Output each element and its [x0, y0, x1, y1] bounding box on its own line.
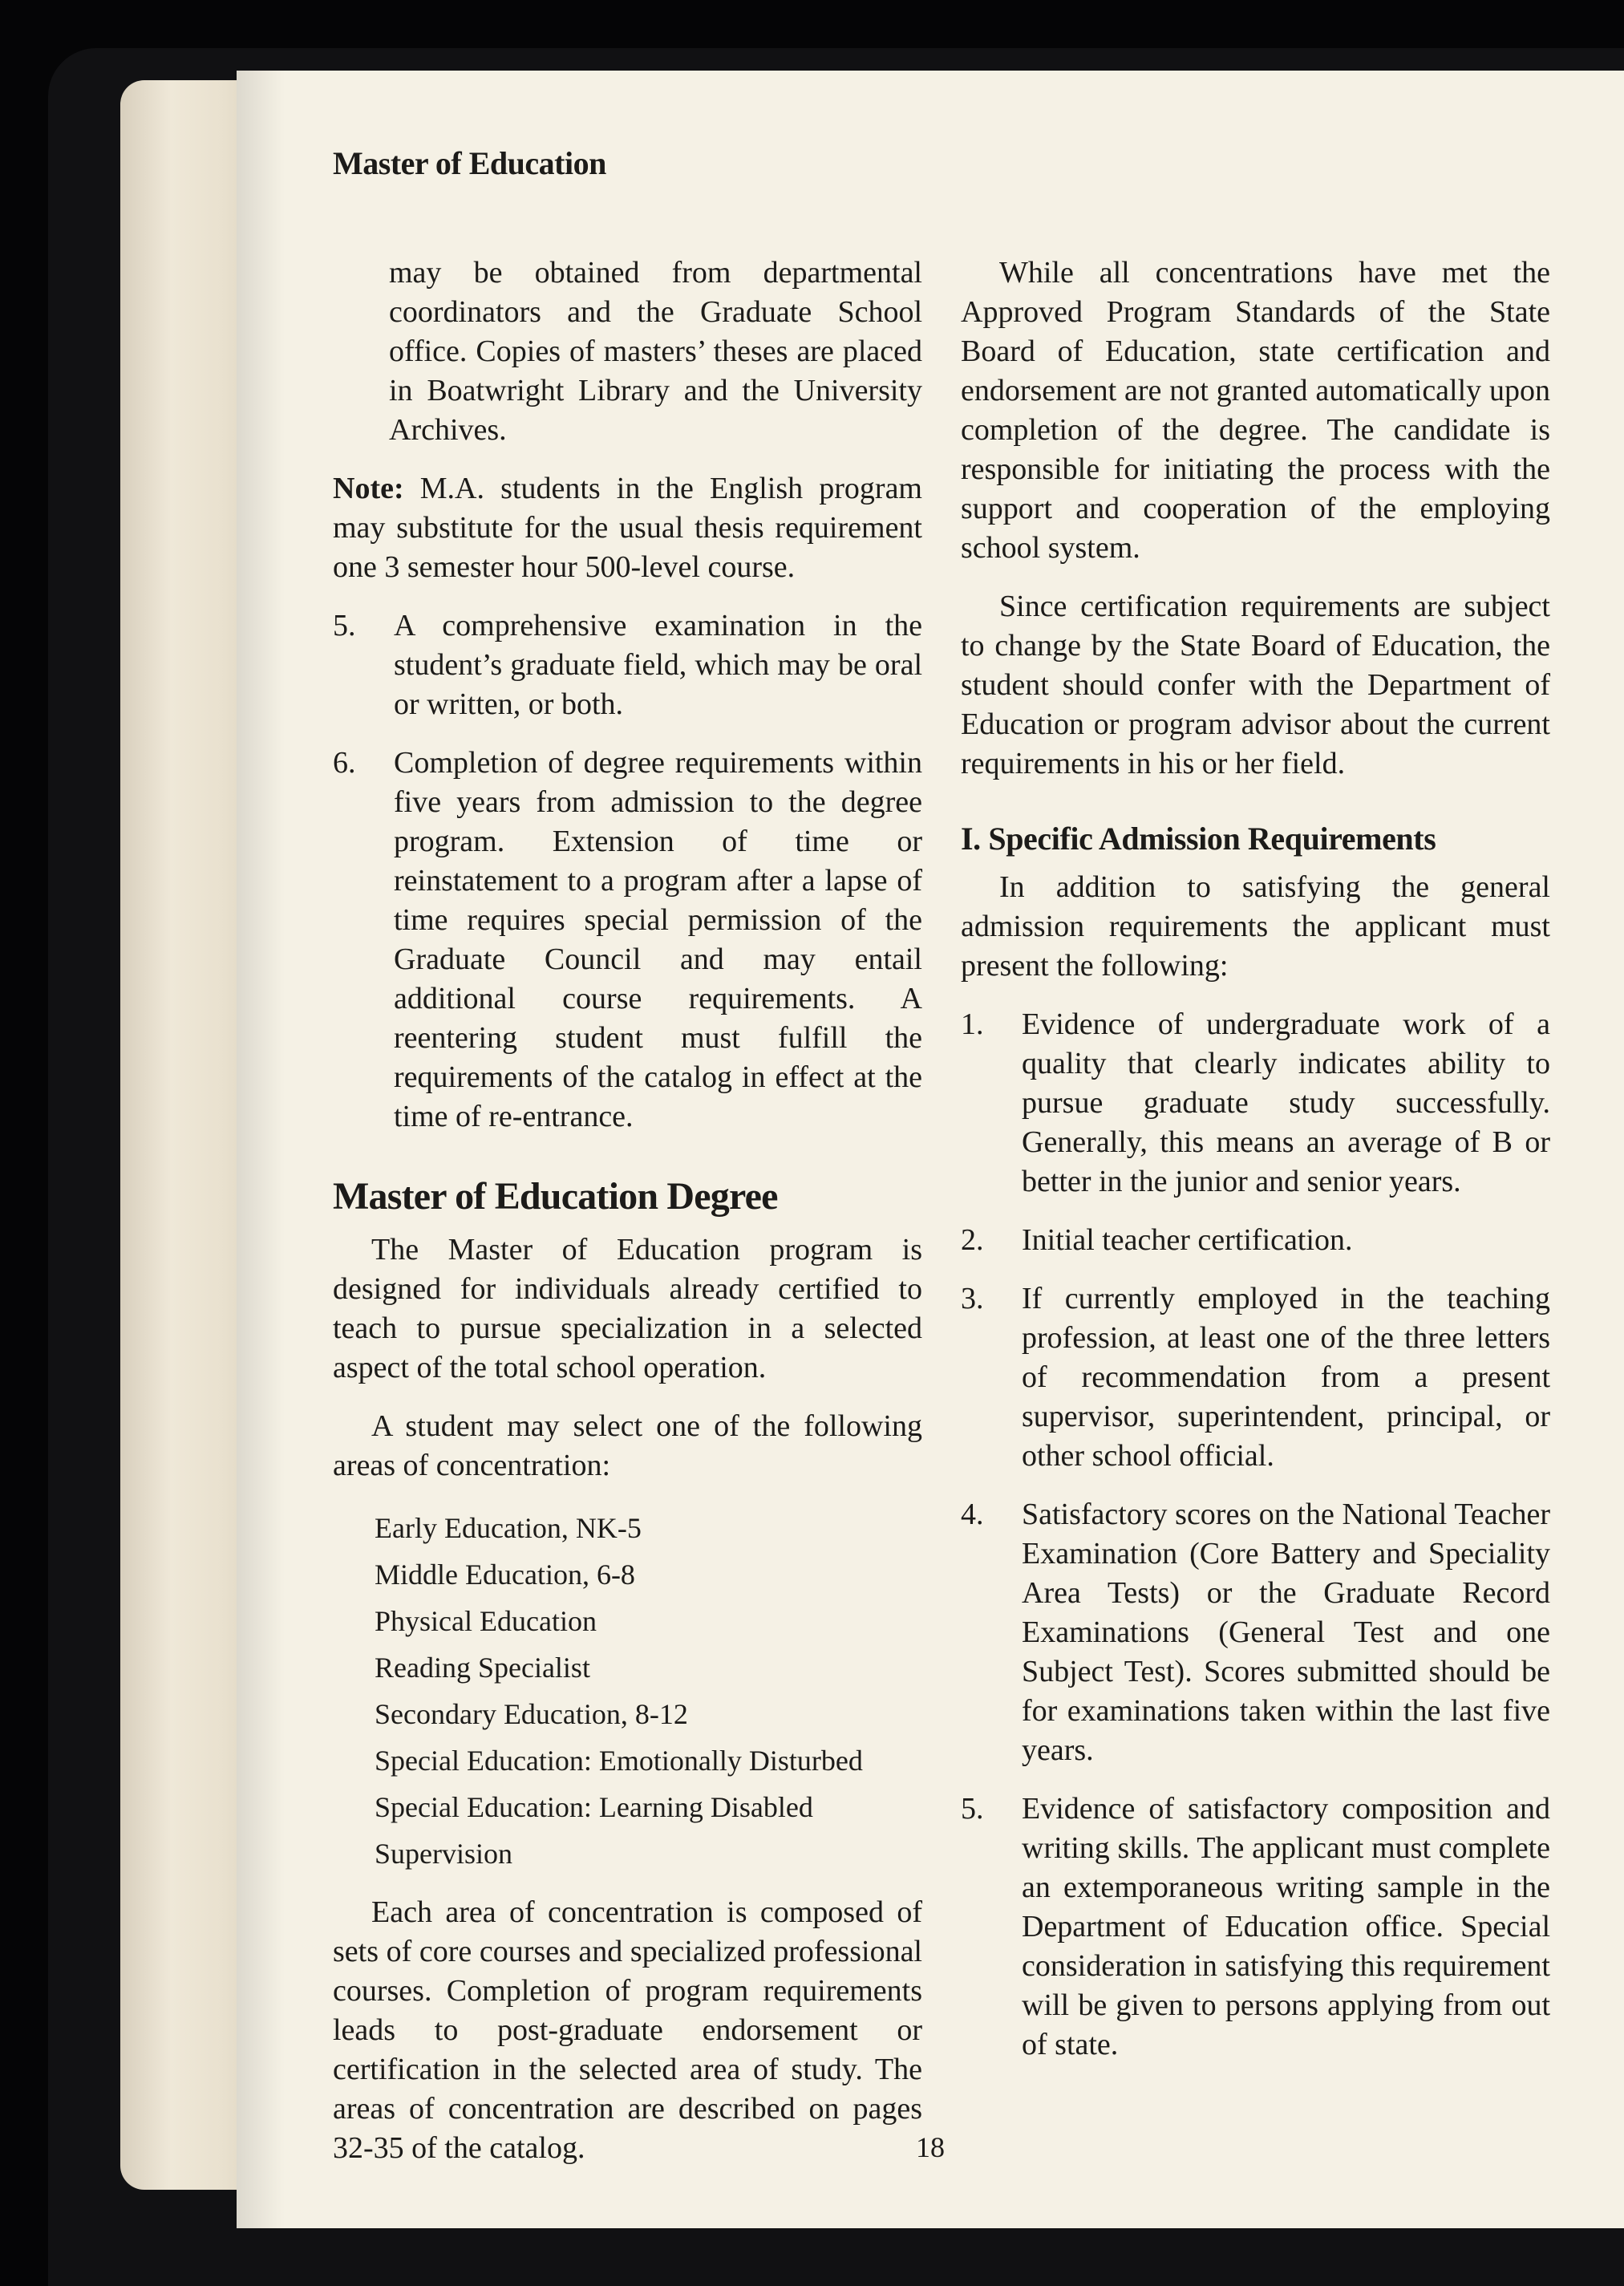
item-text: Satisfactory scores on the National Teacher Examination (Core Battery and Speciality Area Tests) or the Graduate Record Examinations (General Test and one Subject Test). Scores submitted should be for examinations taken within the last five years. [1022, 1498, 1550, 1767]
thesis-requirements-list [333, 606, 922, 1137]
concentration-intro: A student may select one of the following areas of concentration: [333, 1409, 922, 1482]
item-number: 5. [961, 1792, 984, 1826]
list-item: Secondary Education, 8-12 [375, 1698, 688, 1730]
list-item [961, 1789, 1550, 2065]
item-number: 1. [961, 1007, 984, 1041]
list-item [961, 1221, 1550, 1260]
list-item: Reading Specialist [375, 1652, 590, 1684]
intro-paragraph: may be obtained from departmental coordinators and the Graduate School office. Copies of masters’ theses are placed in Boatwright Library and the University Archives. [389, 256, 922, 447]
admission-requirements-list [961, 1005, 1550, 2065]
list-item: Special Education: Emotionally Disturbed [375, 1745, 863, 1777]
right-column [961, 253, 1550, 2085]
item-number: 4. [961, 1498, 984, 1531]
item-number: 2. [961, 1223, 984, 1257]
page-number: 18 [916, 2131, 945, 2163]
item-number: 6. [333, 746, 356, 780]
item-text: Evidence of satisfactory composition and writing skills. The applicant must complete an extemporaneous writing sample in the Department of Education office. Special consideration in satisfying this requirement will be given to persons applying from out of state. [1022, 1792, 1550, 2061]
subsection-title: I. Specific Admission Requirements [961, 821, 1436, 857]
concentration-list [333, 1505, 922, 1877]
item-text: Initial teacher certification. [1022, 1223, 1353, 1257]
list-item: Middle Education, 6-8 [375, 1558, 635, 1591]
section-title: Master of Education Degree [333, 1175, 778, 1218]
item-text: Evidence of undergraduate work of a quality that clearly indicates ability to pursue graduate study successfully. Generally, this means an average of B or better in the junior and senior years. [1022, 1007, 1550, 1198]
list-item: Physical Education [375, 1605, 597, 1637]
note-paragraph [333, 469, 922, 587]
admission-intro: In addition to satisfying the general admission requirements the applicant must present the following: [961, 870, 1550, 983]
item-text: A comprehensive examination in the student’s graduate field, which may be oral or written, or both. [394, 609, 922, 721]
catalog-page [237, 71, 1624, 2228]
item-number: 5. [333, 609, 356, 642]
list-item [961, 1495, 1550, 1770]
list-item [961, 1005, 1550, 1202]
list-item [961, 1279, 1550, 1476]
list-item [333, 606, 922, 724]
item-text: Completion of degree requirements within five years from admission to the degree program. Extension of time or reinstatement to a program after a lapse of time requires special permission of the Graduate Council and may entail additional course requirements. A reentering student must fulfill the requirements of the catalog in effect at the time of re-entrance. [394, 746, 922, 1133]
note-text: M.A. students in the English program may substitute for the usual thesis requirement one 3 semester hour 500-level course. [333, 472, 922, 584]
list-item: Early Education, NK-5 [375, 1512, 642, 1544]
item-number: 3. [961, 1282, 984, 1315]
item-text: If currently employed in the teaching profession, at least one of the three letters of recommendation from a present supervisor, superintendent, principal, or other school official. [1022, 1282, 1550, 1473]
certification-paragraph: While all concentrations have met the Approved Program Standards of the State Board of Education, state certification and endorsement are not granted automatically upon completion of the degree. The candidate is responsible for initiating the process with the support and cooperation of the employing school system. [961, 256, 1550, 565]
left-column [333, 253, 922, 2187]
note-label: Note: [333, 472, 404, 505]
running-head: Master of Education [333, 145, 606, 181]
list-item: Supervision [375, 1838, 513, 1870]
concentration-description: Each area of concentration is composed of sets of core courses and specialized professional courses. Completion of program requirements leads to post-graduate endorsement or certification in the selected area of study. The areas of concentration are described on pages 32-35 of the catalog. [333, 1895, 922, 2165]
advisor-paragraph: Since certification requirements are subject to change by the State Board of Education, the student should confer with the Department of Education or program advisor about the current requirements in his or her field. [961, 590, 1550, 780]
list-item [333, 744, 922, 1137]
program-description: The Master of Education program is designed for individuals already certified to teach to pursue specialization in a selected aspect of the total school operation. [333, 1233, 922, 1384]
list-item: Special Education: Learning Disabled [375, 1791, 813, 1823]
